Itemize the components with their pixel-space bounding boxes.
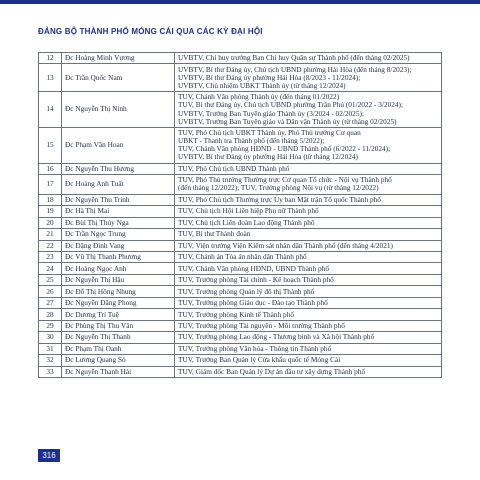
position-line: TUV, Chánh Văn phòng HĐND - UBND Thành phố (6/2022 - 11/2024);: [178, 144, 391, 154]
member-positions: [175, 263, 442, 274]
member-name: Đc Nguyễn Thị Hậu: [62, 274, 175, 285]
position-line: (đến tháng 12/2022); TUV, Trưởng phòng Nội vụ (từ tháng 12/2022): [178, 183, 379, 193]
table-row: [39, 297, 442, 308]
position-line: TUV, Chánh Văn phòng Thành ủy (đến tháng 01/2022): [178, 92, 340, 102]
position-line: TUV, Bí thư Thành đoàn: [178, 229, 251, 239]
table-row: [39, 320, 442, 331]
row-number: 20: [39, 217, 62, 228]
position-line: TUV, Viện trưởng Viện Kiểm sát nhân dân Thành phố (đến tháng 4/2021): [178, 240, 393, 250]
table-row: [39, 355, 442, 366]
position-line: TUV, Trưởng phòng Tài chính - Kế hoạch Thành phố: [178, 275, 334, 285]
member-positions: [175, 206, 442, 217]
member-positions: [175, 127, 442, 163]
row-number: 19: [39, 206, 62, 217]
row-number: 13: [39, 64, 62, 92]
member-name: Đc Phạm Thị Oanh: [62, 343, 175, 354]
table-row: [39, 229, 442, 240]
member-positions: [175, 286, 442, 297]
member-name: Đc Phạm Văn Hoan: [62, 127, 175, 163]
row-number: 12: [39, 53, 62, 64]
table-row: [39, 309, 442, 320]
table-row: [39, 194, 442, 205]
member-name: Đc Hoàng Ngọc Anh: [62, 263, 175, 274]
row-number: 22: [39, 240, 62, 251]
member-positions: [175, 53, 442, 64]
member-positions: [175, 92, 442, 128]
row-number: 32: [39, 355, 62, 366]
position-line: TUV, Phó Thủ trưởng Thường trực Cơ quan Tổ chức - Nội vụ Thành phố: [178, 175, 392, 185]
top-accent-bar: [0, 0, 480, 4]
member-positions: [175, 274, 442, 285]
position-line: TUV, Chủ tịch Liên đoàn Lao động Thành phố: [178, 217, 315, 227]
position-line: UVBTV, Bí thư Đảng ủy phường Hải Hòa (từ tháng 12/2024): [178, 152, 358, 162]
member-name: Đc Hoàng Minh Vương: [62, 53, 175, 64]
position-line: UVBTV, Chỉ huy trưởng Ban Chỉ huy Quân sự Thành phố (đến tháng 02/2025): [178, 53, 410, 63]
row-number: 14: [39, 92, 62, 128]
member-positions: [175, 297, 442, 308]
table-row: [39, 252, 442, 263]
position-line: TUV, Chánh Văn phòng HĐND, UBND Thành phố: [178, 263, 330, 273]
position-line: TUV, Phó Chủ tịch UBND Thành phố: [178, 163, 290, 173]
member-positions: [175, 217, 442, 228]
row-number: 16: [39, 163, 62, 174]
member-name: Đc Hoàng Anh Tuất: [62, 175, 175, 195]
member-name: Đc Vũ Thị Thanh Phương: [62, 252, 175, 263]
table-row: [39, 217, 442, 228]
position-line: TUV, Trưởng Ban Quản lý Cửa khẩu quốc tế Móng Cái: [178, 355, 341, 365]
member-table-body: [39, 53, 442, 378]
member-positions: [175, 343, 442, 354]
position-line: TUV, Giám đốc Ban Quản lý Dự án đầu tư xây dựng Thành phố: [178, 366, 366, 376]
page-number: 316: [38, 449, 60, 462]
row-number: 21: [39, 229, 62, 240]
row-number: 28: [39, 309, 62, 320]
position-line: TUV, Trưởng phòng Kinh tế Thành phố: [178, 309, 294, 319]
table-row: [39, 343, 442, 354]
row-number: 23: [39, 252, 62, 263]
table-row: [39, 332, 442, 343]
member-positions: [175, 355, 442, 366]
row-number: 33: [39, 366, 62, 377]
position-line: TUV, Chủ tịch Hội Liên hiệp Phụ nữ Thành phố: [178, 206, 319, 216]
member-positions: [175, 175, 442, 195]
table-row: [39, 127, 442, 163]
row-number: 29: [39, 320, 62, 331]
member-positions: [175, 240, 442, 251]
member-name: Đc Nguyễn Thu Hương: [62, 163, 175, 174]
member-positions: [175, 332, 442, 343]
member-positions: [175, 163, 442, 174]
row-number: 17: [39, 175, 62, 195]
position-line: UVBTV, Chủ nhiệm UBKT Thành ủy (từ tháng 12/2024): [178, 80, 346, 90]
position-line: TUV, Chánh án Tòa án nhân dân Thành phố: [178, 252, 307, 262]
table-row: [39, 366, 442, 377]
member-name: Đc Nguyễn Thị Thanh: [62, 332, 175, 343]
member-name: Đc Trần Quốc Nam: [62, 64, 175, 92]
row-number: 24: [39, 263, 62, 274]
table-row: [39, 175, 442, 195]
table-row: [39, 206, 442, 217]
row-number: 25: [39, 274, 62, 285]
row-number: 27: [39, 297, 62, 308]
table-row: [39, 286, 442, 297]
member-name: Đc Bùi Thị Thúy Nga: [62, 217, 175, 228]
row-number: 30: [39, 332, 62, 343]
member-name: Đc Nguyễn Thu Trinh: [62, 194, 175, 205]
position-line: TUV, Phó Chủ tịch UBKT Thành ủy, Phó Thủ trưởng Cơ quan: [178, 128, 361, 138]
table-row: [39, 274, 442, 285]
member-name: Đc Hà Thị Mai: [62, 206, 175, 217]
row-number: 31: [39, 343, 62, 354]
position-line: TUV, Trưởng phòng Tài nguyên - Môi trường Thành phố: [178, 321, 345, 330]
running-header: ĐẢNG BỘ THÀNH PHỐ MÓNG CÁI QUA CÁC KỲ ĐẠI HỘI: [38, 27, 263, 36]
member-name: Đc Nguyễn Đăng Phong: [62, 297, 175, 308]
table-row: [39, 92, 442, 128]
member-name: Đc Phùng Thị Thu Vân: [62, 320, 175, 331]
member-positions: [175, 320, 442, 331]
position-line: TUV, Bí thư Đảng ủy, Chủ tịch UBND phường Trần Phú (01/2022 - 3/2024);: [178, 100, 404, 110]
position-line: UVBTV, Trưởng Ban Tuyên giáo và Dân vận Thành ủy (từ tháng 02/2025): [178, 116, 397, 126]
row-number: 18: [39, 194, 62, 205]
table-row: [39, 53, 442, 64]
position-line: TUV, Trưởng phòng Giáo dục - Đào tạo Thành phố: [178, 298, 328, 308]
member-name: Đc Đặng Đình Vang: [62, 240, 175, 251]
row-number: 26: [39, 286, 62, 297]
member-name: Đc Đỗ Thị Hồng Nhung: [62, 286, 175, 297]
member-positions: [175, 309, 442, 320]
member-positions: [175, 229, 442, 240]
row-number: 15: [39, 127, 62, 163]
position-line: TUV, Trưởng phòng Văn hóa - Thông tin Thành phố: [178, 343, 332, 353]
position-line: UVBTV, Bí thư Đảng ủy, Chủ tịch UBND phường Hải Hòa (đến tháng 8/2023);: [178, 64, 412, 74]
member-name: Đc Dương Trí Tuệ: [62, 309, 175, 320]
table-row: [39, 64, 442, 92]
position-line: TUV, Trưởng phòng Lao động - Thương binh và Xã hội Thành phố: [178, 332, 375, 342]
member-table: [38, 52, 442, 378]
position-line: TUV, Phó Chủ tịch Thường trực Ủy ban Mặt trận Tổ quốc Thành phố: [178, 194, 381, 204]
member-name: Đc Nguyễn Thanh Hải: [62, 366, 175, 377]
member-positions: [175, 252, 442, 263]
member-positions: [175, 366, 442, 377]
position-line: UBKT - Thanh tra Thành phố (đến tháng 5/2022);: [178, 136, 325, 146]
member-name: Đc Trần Ngọc Trung: [62, 229, 175, 240]
position-line: TUV, Trưởng phòng Quản lý đô thị Thành phố: [178, 286, 315, 296]
table-row: [39, 240, 442, 251]
table-row: [39, 163, 442, 174]
member-positions: [175, 64, 442, 92]
table-row: [39, 263, 442, 274]
member-positions: [175, 194, 442, 205]
member-name: Đc Lương Quang Sỏ: [62, 355, 175, 366]
member-name: Đc Nguyễn Thị Ninh: [62, 92, 175, 128]
position-line: UVBTV, Trưởng Ban Tuyên giáo Thành ủy (3/2024 - 02/2025);: [178, 108, 364, 118]
position-line: UVBTV, Bí thư Đảng ủy phường Hải Hòa (8/2023 - 11/2024);: [178, 72, 361, 82]
